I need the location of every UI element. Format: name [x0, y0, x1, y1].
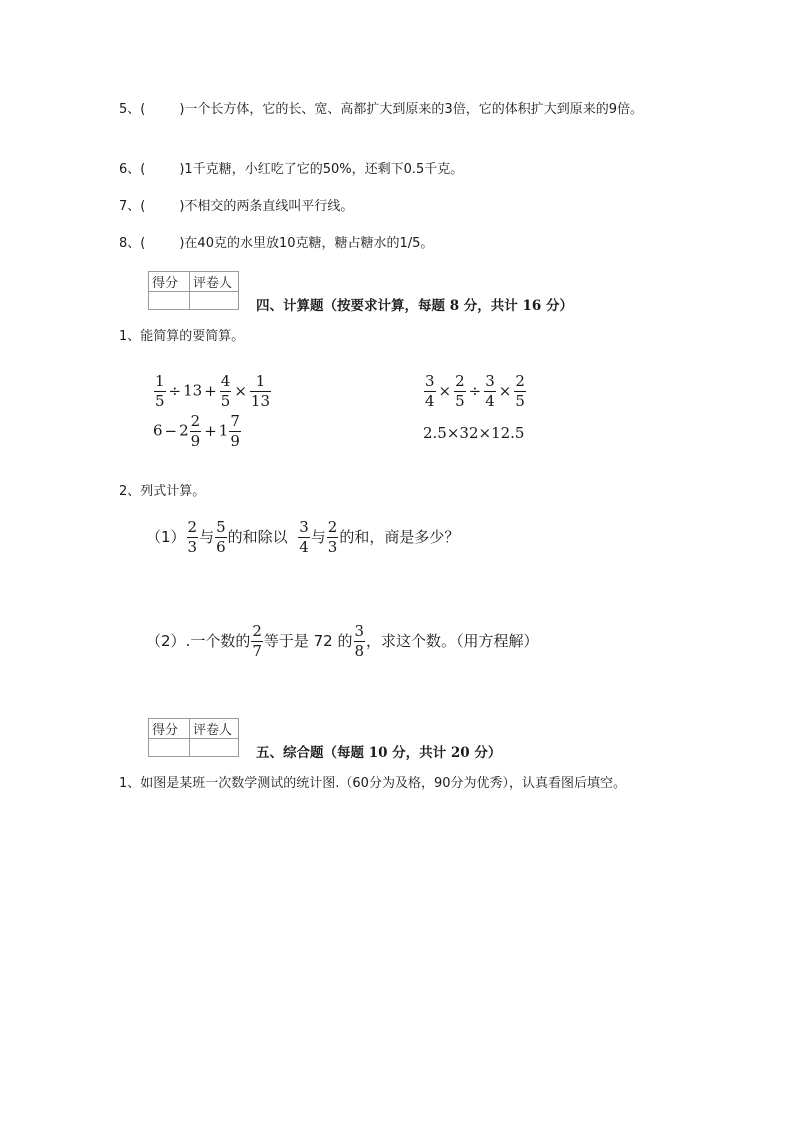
fraction: $\frac{7}{9}$	[230, 412, 240, 450]
tf-item-number: 6、(	[119, 162, 146, 177]
grader-cell[interactable]	[190, 292, 239, 310]
tf-item-text: 一个长方体，它的长、宽、高都扩大到原来的3倍，它的体积扩大到原来的9倍。	[184, 102, 643, 117]
fraction: $\frac{1}{5}$	[155, 372, 165, 410]
score-box-section5	[148, 718, 239, 757]
tf-item-close: )	[179, 199, 185, 214]
section4-q1-label: 1、能简算的要简算。	[119, 329, 245, 344]
fraction: $\frac{2}{7}$	[252, 622, 262, 660]
tf-item-close: )	[179, 102, 185, 117]
tf-item-text: 1千克糖，小红吃了它的50%，还剩下0.5千克。	[184, 162, 464, 177]
grader-cell[interactable]	[190, 739, 239, 757]
tf-item-number: 5、(	[119, 102, 146, 117]
fraction: $\frac{2}{5}$	[455, 372, 465, 410]
section5-title: 五、综合题（每题 10 分，共计 20 分）	[256, 745, 502, 761]
sub-question-2: （2）.一个数的 $\frac{2}{7}$ 等于是 72 的 $\frac{3}{8}$ ，求这个数。（用方程解）	[146, 622, 539, 660]
tf-item-text: 在40克的水里放10克糖，糖占糖水的1/5。	[184, 236, 434, 251]
fraction: $\frac{2}{3}$	[327, 518, 338, 556]
score-label: 得分	[149, 719, 190, 739]
fraction: $\frac{3}{8}$	[354, 622, 365, 660]
expression-3: 6 − 2 $\frac{2}{9}$ + 1 $\frac{7}{9}$	[153, 412, 240, 450]
grader-label: 评卷人	[190, 272, 239, 292]
fraction: $\frac{2}{9}$	[190, 412, 201, 450]
fraction: $\frac{5}{6}$	[216, 518, 226, 556]
expression-2: $\frac{3}{4}$ × $\frac{2}{5}$ ÷ $\frac{3}{4}$ × $\frac{2}{5}$	[425, 372, 525, 410]
expression-4: 2.5×32×12.5	[423, 424, 525, 442]
tf-item-number: 7、(	[119, 199, 146, 214]
fraction: $\frac{2}{5}$	[515, 372, 525, 410]
tf-item-close: )	[179, 236, 185, 251]
score-cell[interactable]	[149, 292, 190, 310]
fraction: $\frac{4}{5}$	[220, 372, 231, 410]
tf-item-close: )	[179, 162, 185, 177]
fraction: $\frac{3}{4}$	[299, 518, 309, 556]
grader-label: 评卷人	[190, 719, 239, 739]
sub-question-1: （1） $\frac{2}{3}$ 与 $\frac{5}{6}$ 的和除以 $\frac{3}{4}$ 与 $\frac{2}{3}$ 的和，商是多少？	[146, 518, 460, 556]
tf-item-7	[119, 199, 353, 215]
tf-item-5	[119, 102, 643, 118]
tf-item-number: 8、(	[119, 236, 146, 251]
section4-title: 四、计算题（按要求计算，每题 8 分，共计 16 分）	[256, 298, 573, 314]
score-box-section4	[148, 271, 239, 310]
score-label: 得分	[149, 272, 190, 292]
tf-item-6	[119, 162, 463, 178]
section5-q1-label: 1、如图是某班一次数学测试的统计图.（60分为及格，90分为优秀），认真看图后填空。	[119, 776, 626, 791]
fraction: $\frac{2}{3}$	[187, 518, 198, 556]
fraction: $\frac{3}{4}$	[425, 372, 435, 410]
fraction: $\frac{1}{13}$	[250, 372, 271, 410]
score-cell[interactable]	[149, 739, 190, 757]
tf-item-text: 不相交的两条直线叫平行线。	[184, 199, 354, 214]
tf-item-8	[119, 236, 433, 252]
fraction: $\frac{3}{4}$	[485, 372, 495, 410]
expression-1: $\frac{1}{5}$ ÷ 13 + $\frac{4}{5}$ × $\frac{1}{13}$	[155, 372, 271, 410]
section4-q2-label: 2、列式计算。	[119, 484, 206, 499]
